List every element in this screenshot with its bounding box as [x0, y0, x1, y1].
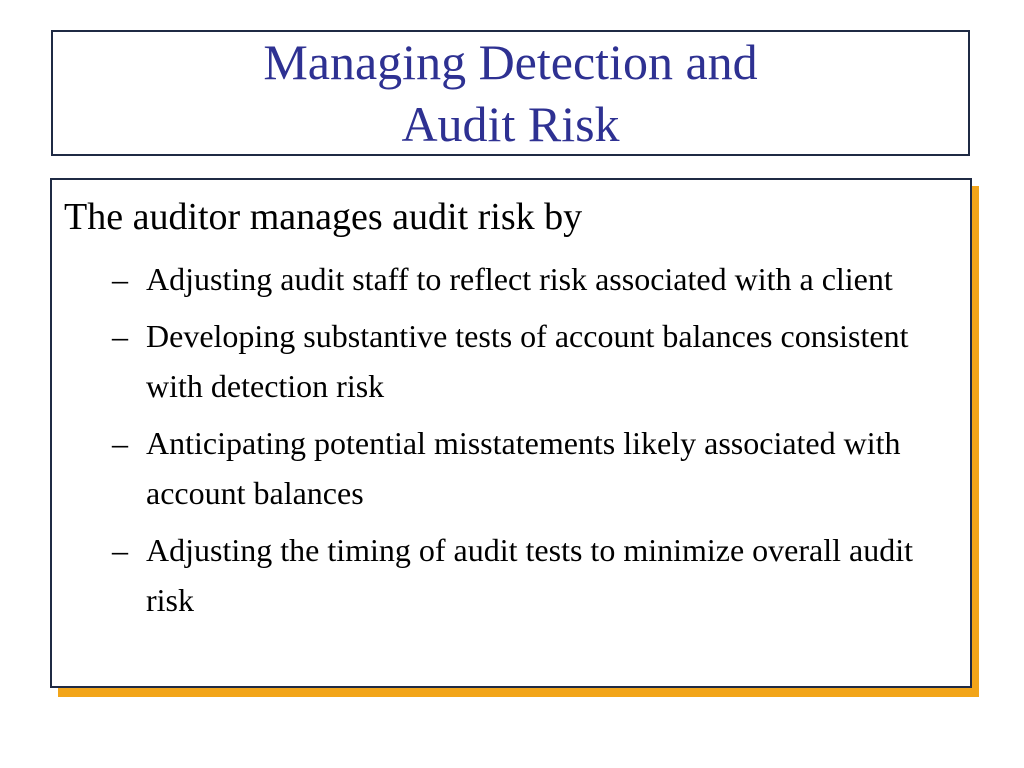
bullet-dash: – — [112, 318, 128, 354]
bullet-text: Anticipating potential misstatements likely associated with account balances — [146, 425, 901, 511]
bullet-item — [112, 311, 962, 411]
bullet-dash: – — [112, 532, 128, 568]
bullet-text: Developing substantive tests of account balances consistent with detection risk — [146, 318, 909, 404]
bullet-text: Adjusting audit staff to reflect risk associated with a client — [146, 261, 893, 297]
bullet-item — [112, 418, 962, 518]
slide-title-line-1: Managing Detection and — [263, 34, 758, 90]
content-box — [50, 178, 972, 688]
bullet-dash: – — [112, 261, 128, 297]
bullet-text: Adjusting the timing of audit tests to minimize overall audit risk — [146, 532, 913, 618]
bullet-item — [112, 525, 962, 625]
bullet-item — [112, 254, 962, 304]
slide-title-box — [51, 30, 970, 156]
bullet-dash: – — [112, 425, 128, 461]
bullet-list — [112, 254, 962, 632]
lead-text: The auditor manages audit risk by — [64, 196, 583, 238]
slide-title-line-2: Audit Risk — [401, 96, 620, 152]
